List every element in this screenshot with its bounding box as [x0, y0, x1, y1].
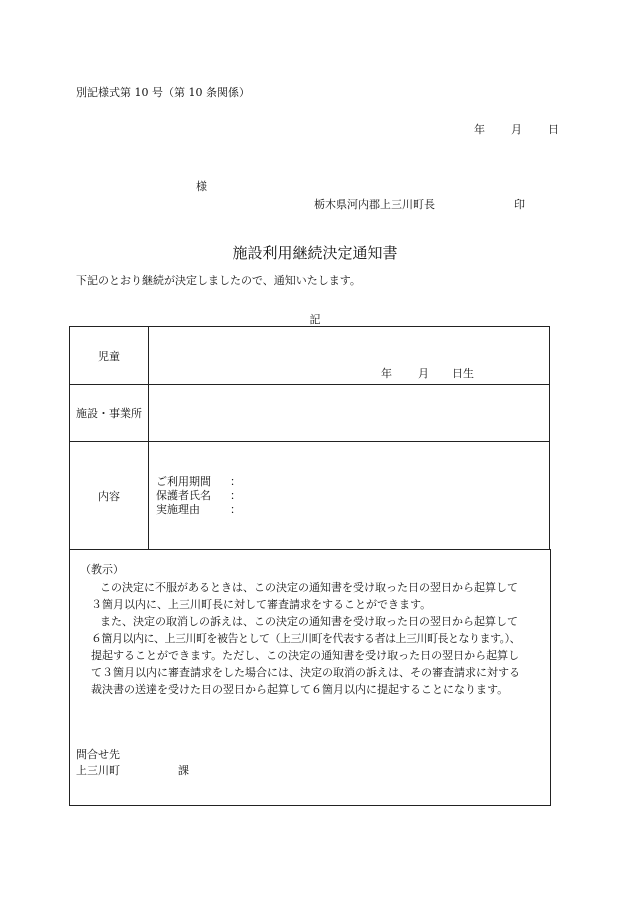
instruction-line: 裁決書の送達を受けた日の翌日から起算して６箇月以内に提起することになります。	[91, 683, 509, 696]
date-month-label: 月	[511, 123, 522, 136]
instruction-line: ３箇月以内に、上三川町長に対して審査請求をすることができます。	[91, 598, 432, 611]
issuer-name: 栃木県河内郡上三川町長	[314, 198, 435, 211]
facility-value-cell[interactable]	[149, 385, 550, 442]
birth-day-label: 日生	[452, 367, 474, 380]
instruction-line: ６箇月以内に、上三川町を被告として（上三川町を代表する者は上三川町長となります。）、	[91, 632, 521, 645]
content-line-reason	[156, 503, 549, 517]
decision-table	[69, 326, 550, 550]
contact-town: 上三川町	[76, 764, 120, 777]
date-year-label: 年	[474, 123, 485, 136]
form-number-label: 別記様式第 10 号（第 10 条関係）	[76, 86, 250, 99]
instruction-line: この決定に不服があるときは、この決定の通知書を受け取った日の翌日から起算して	[100, 581, 518, 594]
contact-department: 課	[178, 764, 189, 777]
period-key: ご利用期間	[156, 474, 211, 488]
child-value-cell[interactable]	[149, 327, 550, 385]
content-label: 内容	[70, 442, 149, 550]
instruction-box	[69, 549, 551, 806]
child-label: 児童	[70, 327, 149, 385]
guardian-key: 保護者氏名	[156, 488, 211, 502]
table-row-child	[70, 327, 550, 385]
table-row-facility	[70, 385, 550, 442]
seal-mark: 印	[514, 198, 525, 211]
addressee-honorific: 様	[196, 180, 207, 193]
issue-date-line	[474, 123, 559, 136]
birth-date-line	[381, 365, 474, 381]
instruction-line: て３箇月以内に審査請求をした場合には、決定の取消の訴えは、その審査請求に対する	[91, 666, 520, 679]
intro-text: 下記のとおり継続が決定しましたので、通知いたします。	[76, 274, 361, 287]
table-row-content	[70, 442, 550, 550]
contact-label: 問合せ先	[76, 748, 120, 761]
birth-year-label: 年	[381, 367, 392, 380]
ki-marker: 記	[309, 313, 321, 326]
date-day-label: 日	[548, 123, 559, 136]
instruction-heading: （教示）	[80, 563, 124, 576]
document-title: 施設利用継続決定通知書	[232, 244, 398, 262]
reason-sep: ：	[230, 502, 241, 516]
content-value-cell[interactable]	[149, 442, 550, 550]
guardian-sep: ：	[230, 488, 241, 502]
reason-key: 実施理由	[156, 502, 200, 516]
birth-month-label: 月	[418, 367, 429, 380]
instruction-line: また、決定の取消しの訴えは、この決定の通知書を受け取った日の翌日から起算して	[100, 615, 518, 628]
period-sep: ：	[230, 474, 241, 488]
content-line-guardian	[156, 489, 549, 503]
content-line-period	[156, 475, 549, 489]
facility-label: 施設・事業所	[70, 385, 149, 442]
instruction-line: 提起することができます。ただし、この決定の通知書を受け取った日の翌日から起算し	[91, 649, 520, 662]
